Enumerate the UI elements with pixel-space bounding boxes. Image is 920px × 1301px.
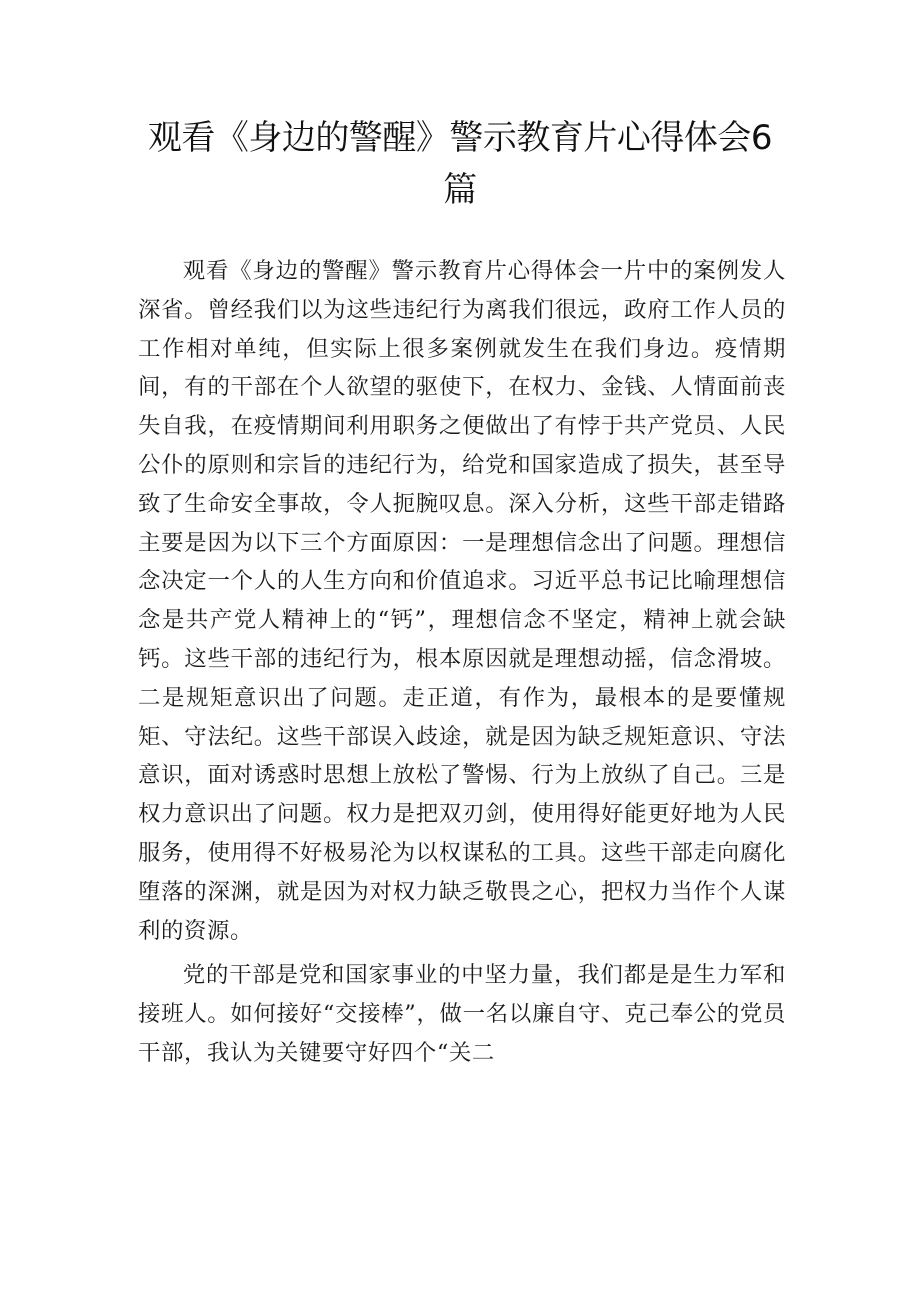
document-body [138,252,786,1079]
document-title: 观看《身边的警醒》警示教育片心得体会6篇 [147,118,773,210]
paragraph-1: 观看《身边的警醒》警示教育片心得体会一片中的案例发人深省。曾经我们以为这些违纪行为离我们很远，政府工作人员的工作相对单纯，但实际上很多案例就发生在我们身边。疫情期间，有的干部在个人欲望的驱使下，在权力、金钱、人情面前丧失自我，在疫情期间利用职务之便做出了有悖于共产党员、人民公仆的原则和宗旨的违纪行为，给党和国家造成了损失，甚至导致了生命安全事故，令人扼腕叹息。深入分析，这些干部走错路主要是因为以下三个方面原因：一是理想信念出了问题。理想信念决定一个人的人生方向和价值追求。习近平总书记比喻理想信念是共产党人精神上的“钙”，理想信念不坚定，精神上就会缺钙。这些干部的违纪行为，根本原因就是理想动摇，信念滑坡。二是规矩意识出了问题。走正道，有作为，最根本的是要懂规矩、守法纪。这些干部误入歧途，就是因为缺乏规矩意识、守法意识，面对诱惑时思想上放松了警惕、行为上放纵了自己。三是权力意识出了问题。权力是把双刃剑，使用得好能更好地为人民服务，使用得不好极易沦为以权谋私的工具。这些干部走向腐化堕落的深渊，就是因为对权力缺乏敬畏之心，把权力当作个人谋利的资源。 [138,258,786,944]
paragraph-2: 党的干部是党和国家事业的中坚力量，我们都是是生力军和接班人。如何接好“交接棒”，做一名以廉自守、克己奉公的党员干部，我认为关键要守好四个“关二 [138,962,786,1066]
